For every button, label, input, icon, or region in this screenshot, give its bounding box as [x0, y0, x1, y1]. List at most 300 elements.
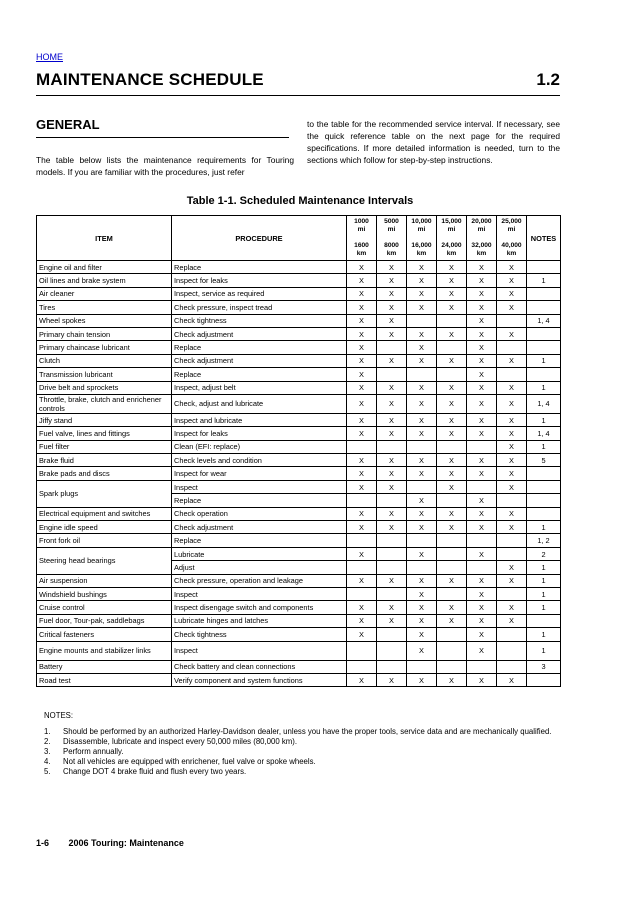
notes-cell — [527, 467, 561, 480]
table-row — [37, 673, 561, 686]
interval-mark-cell: X — [437, 354, 467, 367]
table-header-row — [37, 216, 561, 261]
note-text: Should be performed by an authorized Harley-Davidson dealer, unless you have the proper tools, service data and are mechanically qualified. — [63, 727, 552, 736]
interval-mark-cell: X — [347, 547, 377, 560]
item-cell: Engine idle speed — [37, 521, 172, 534]
interval-mark-cell: X — [437, 467, 467, 480]
procedure-cell: Lubricate — [172, 547, 347, 560]
interval-mark-cell: X — [497, 413, 527, 426]
procedure-cell: Inspect — [172, 587, 347, 600]
interval-mark-cell — [437, 341, 467, 354]
interval-mark-cell: X — [377, 287, 407, 300]
interval-mark-cell — [497, 587, 527, 600]
item-cell: Drive belt and sprockets — [37, 381, 172, 394]
interval-mark-cell: X — [467, 494, 497, 507]
interval-mark-cell: X — [497, 507, 527, 520]
item-cell: Primary chain tension — [37, 327, 172, 340]
procedure-cell: Check operation — [172, 507, 347, 520]
interval-mark-cell: X — [407, 628, 437, 641]
procedure-cell: Check adjustment — [172, 521, 347, 534]
interval-mark-cell — [437, 660, 467, 673]
interval-mark-cell: X — [437, 614, 467, 627]
interval-mark-cell: X — [377, 274, 407, 287]
interval-mark-cell — [407, 534, 437, 547]
interval-mark-cell — [377, 561, 407, 574]
interval-mark-cell: X — [467, 381, 497, 394]
interval-mark-cell: X — [377, 354, 407, 367]
notes-cell: 1 — [527, 413, 561, 426]
note-number: 3. — [44, 747, 51, 756]
item-cell: Air cleaner — [37, 287, 172, 300]
interval-mark-cell: X — [497, 601, 527, 614]
procedure-cell: Inspect, adjust belt — [172, 381, 347, 394]
item-cell: Cruise control — [37, 601, 172, 614]
notes-cell — [527, 287, 561, 300]
item-cell: Air suspension — [37, 574, 172, 587]
table-row — [37, 587, 561, 600]
interval-mark-cell: X — [347, 341, 377, 354]
interval-mark-cell: X — [467, 413, 497, 426]
interval-mark-cell — [377, 547, 407, 560]
interval-mark-cell: X — [347, 480, 377, 493]
section-title: MAINTENANCE SCHEDULE — [36, 70, 264, 89]
interval-mark-cell: X — [467, 368, 497, 381]
notes-cell: 1 — [527, 574, 561, 587]
interval-mark-cell — [377, 494, 407, 507]
item-cell: Fuel door, Tour-pak, saddlebags — [37, 614, 172, 627]
table-row — [37, 354, 561, 367]
item-cell: Clutch — [37, 354, 172, 367]
interval-mark-cell: X — [407, 327, 437, 340]
interval-mark-cell — [437, 587, 467, 600]
item-cell: Engine oil and filter — [37, 261, 172, 274]
table-row — [37, 301, 561, 314]
item-cell: Front fork oil — [37, 534, 172, 547]
interval-mark-cell: X — [467, 314, 497, 327]
note-text: Not all vehicles are equipped with enrichener, fuel valve or spoke wheels. — [63, 757, 316, 766]
notes-list — [44, 727, 560, 777]
table-row — [37, 521, 561, 534]
interval-mark-cell — [347, 660, 377, 673]
interval-mark-cell — [467, 534, 497, 547]
interval-mark-cell: X — [377, 413, 407, 426]
table-row — [37, 601, 561, 614]
interval-mark-cell: X — [407, 521, 437, 534]
interval-mark-cell: X — [467, 341, 497, 354]
interval-mark-cell: X — [347, 673, 377, 686]
interval-mark-cell — [407, 368, 437, 381]
interval-mark-cell — [377, 534, 407, 547]
table-row — [37, 427, 561, 440]
note-number: 4. — [44, 757, 51, 766]
procedure-cell: Inspect, service as required — [172, 287, 347, 300]
interval-mark-cell: X — [467, 521, 497, 534]
interval-mark-cell: X — [407, 274, 437, 287]
notes-cell: 1, 4 — [527, 427, 561, 440]
procedure-cell: Check tightness — [172, 628, 347, 641]
interval-mark-cell — [347, 494, 377, 507]
notes-label: NOTES: — [44, 711, 74, 720]
procedure-cell: Check, adjust and lubricate — [172, 394, 347, 413]
interval-mark-cell — [437, 641, 467, 660]
procedure-cell: Inspect for wear — [172, 467, 347, 480]
interval-mark-cell: X — [407, 614, 437, 627]
table-row — [37, 394, 561, 413]
note-number: 2. — [44, 737, 51, 746]
interval-mark-cell: X — [437, 521, 467, 534]
interval-mark-cell: X — [377, 673, 407, 686]
interval-mark-cell — [347, 534, 377, 547]
interval-mark-cell — [467, 440, 497, 453]
item-cell: Wheel spokes — [37, 314, 172, 327]
interval-mark-cell: X — [377, 601, 407, 614]
interval-mark-cell: X — [407, 394, 437, 413]
interval-mark-cell: X — [377, 394, 407, 413]
column-header-interval: 10,000 mi 16,000 km — [407, 216, 437, 261]
note-number: 1. — [44, 727, 51, 736]
interval-mark-cell: X — [347, 467, 377, 480]
page-footer — [36, 838, 184, 848]
notes-cell: 5 — [527, 454, 561, 467]
table-row — [37, 381, 561, 394]
item-cell: Throttle, brake, clutch and enrichener controls — [37, 394, 172, 413]
table-row — [37, 413, 561, 426]
general-heading: GENERAL — [36, 117, 100, 132]
interval-mark-cell: X — [497, 287, 527, 300]
interval-mark-cell: X — [377, 327, 407, 340]
item-cell: Windshield bushings — [37, 587, 172, 600]
table-row — [37, 368, 561, 381]
interval-mark-cell — [377, 641, 407, 660]
interval-mark-cell — [497, 314, 527, 327]
interval-mark-cell — [497, 641, 527, 660]
interval-mark-cell: X — [497, 521, 527, 534]
interval-mark-cell: X — [347, 413, 377, 426]
interval-mark-cell: X — [347, 314, 377, 327]
table-row — [37, 480, 561, 493]
interval-mark-cell — [437, 494, 467, 507]
interval-mark-cell: X — [467, 301, 497, 314]
procedure-cell: Verify component and system functions — [172, 673, 347, 686]
interval-mark-cell — [497, 547, 527, 560]
interval-mark-cell: X — [377, 454, 407, 467]
procedure-cell: Replace — [172, 368, 347, 381]
interval-mark-cell: X — [347, 427, 377, 440]
procedure-cell: Inspect disengage switch and components — [172, 601, 347, 614]
notes-cell: 1, 2 — [527, 534, 561, 547]
interval-mark-cell: X — [377, 261, 407, 274]
interval-mark-cell: X — [497, 261, 527, 274]
procedure-cell: Inspect for leaks — [172, 427, 347, 440]
procedure-cell: Lubricate hinges and latches — [172, 614, 347, 627]
intro-text-left: The table below lists the maintenance requirements for Touring models. If you are familiar with the procedures, just refer — [36, 155, 294, 177]
table-row — [37, 440, 561, 453]
interval-mark-cell: X — [407, 507, 437, 520]
notes-block — [44, 711, 560, 777]
interval-mark-cell — [437, 561, 467, 574]
table-row — [37, 454, 561, 467]
interval-mark-cell: X — [497, 274, 527, 287]
interval-mark-cell: X — [347, 521, 377, 534]
table-row — [37, 507, 561, 520]
interval-mark-cell: X — [407, 587, 437, 600]
table-row — [37, 628, 561, 641]
interval-mark-cell: X — [407, 287, 437, 300]
interval-mark-cell: X — [467, 507, 497, 520]
home-link[interactable]: HOME — [36, 52, 63, 62]
notes-cell — [527, 327, 561, 340]
notes-cell — [527, 261, 561, 274]
notes-cell — [527, 614, 561, 627]
note-item — [44, 747, 560, 757]
interval-mark-cell: X — [407, 381, 437, 394]
note-item — [44, 767, 560, 777]
intro-text-right: to the table for the recommended service interval. If necessary, see the quick reference table on the next page for the required specifications. If more detailed information is needed, turn to the sections which follow for step-by-step instructions. — [307, 119, 560, 165]
item-cell: Engine mounts and stabilizer links — [37, 641, 172, 660]
column-header-item: ITEM — [37, 216, 172, 261]
procedure-cell: Inspect for leaks — [172, 274, 347, 287]
note-number: 5. — [44, 767, 51, 776]
notes-cell — [527, 673, 561, 686]
interval-mark-cell: X — [437, 394, 467, 413]
interval-mark-cell: X — [467, 394, 497, 413]
interval-mark-cell: X — [437, 601, 467, 614]
general-divider — [36, 137, 289, 138]
interval-mark-cell: X — [347, 381, 377, 394]
interval-mark-cell: X — [437, 381, 467, 394]
procedure-cell: Inspect and lubricate — [172, 413, 347, 426]
item-cell: Electrical equipment and switches — [37, 507, 172, 520]
interval-mark-cell — [437, 368, 467, 381]
table-row — [37, 547, 561, 560]
interval-mark-cell: X — [497, 574, 527, 587]
interval-mark-cell: X — [467, 354, 497, 367]
note-text: Disassemble, lubricate and inspect every 50,000 miles (80,000 km). — [63, 737, 298, 746]
interval-mark-cell: X — [497, 614, 527, 627]
interval-mark-cell: X — [377, 427, 407, 440]
table-row — [37, 287, 561, 300]
interval-mark-cell: X — [467, 587, 497, 600]
item-cell: Tires — [37, 301, 172, 314]
interval-mark-cell: X — [437, 427, 467, 440]
notes-cell — [527, 301, 561, 314]
notes-cell: 1 — [527, 274, 561, 287]
interval-mark-cell: X — [347, 354, 377, 367]
notes-cell: 2 — [527, 547, 561, 560]
interval-mark-cell: X — [347, 287, 377, 300]
interval-mark-cell — [347, 561, 377, 574]
interval-mark-cell: X — [467, 614, 497, 627]
interval-mark-cell: X — [407, 354, 437, 367]
interval-mark-cell: X — [407, 673, 437, 686]
procedure-cell: Check tightness — [172, 314, 347, 327]
table-row — [37, 341, 561, 354]
interval-mark-cell: X — [347, 601, 377, 614]
interval-mark-cell: X — [497, 440, 527, 453]
interval-mark-cell — [497, 494, 527, 507]
interval-mark-cell: X — [497, 381, 527, 394]
notes-cell: 1, 4 — [527, 394, 561, 413]
column-header-interval: 1000 mi 1600 km — [347, 216, 377, 261]
notes-cell: 1 — [527, 601, 561, 614]
procedure-cell: Inspect — [172, 480, 347, 493]
interval-mark-cell: X — [347, 261, 377, 274]
interval-mark-cell: X — [407, 467, 437, 480]
item-cell: Primary chaincase lubricant — [37, 341, 172, 354]
item-cell: Fuel filter — [37, 440, 172, 453]
interval-mark-cell: X — [377, 381, 407, 394]
notes-cell: 1 — [527, 440, 561, 453]
procedure-cell: Check adjustment — [172, 327, 347, 340]
interval-mark-cell: X — [347, 368, 377, 381]
interval-mark-cell: X — [407, 454, 437, 467]
notes-cell — [527, 368, 561, 381]
interval-mark-cell: X — [347, 274, 377, 287]
column-header-interval: 20,000 mi 32,000 km — [467, 216, 497, 261]
interval-mark-cell: X — [407, 547, 437, 560]
interval-mark-cell: X — [497, 327, 527, 340]
interval-mark-cell: X — [437, 287, 467, 300]
interval-mark-cell — [437, 534, 467, 547]
interval-mark-cell: X — [437, 327, 467, 340]
notes-cell — [527, 507, 561, 520]
interval-mark-cell: X — [497, 561, 527, 574]
table-row — [37, 314, 561, 327]
interval-mark-cell: X — [377, 507, 407, 520]
interval-mark-cell — [407, 561, 437, 574]
interval-mark-cell — [407, 480, 437, 493]
interval-mark-cell: X — [437, 261, 467, 274]
section-number: 1.2 — [536, 70, 560, 89]
column-header-interval: 15,000 mi 24,000 km — [437, 216, 467, 261]
column-header-interval: 25,000 mi 40,000 km — [497, 216, 527, 261]
item-cell: Critical fasteners — [37, 628, 172, 641]
interval-mark-cell: X — [407, 341, 437, 354]
interval-mark-cell: X — [347, 301, 377, 314]
procedure-cell: Check pressure, inspect tread — [172, 301, 347, 314]
item-cell: Battery — [37, 660, 172, 673]
interval-mark-cell: X — [437, 574, 467, 587]
interval-mark-cell — [377, 628, 407, 641]
column-header-interval: 5000 mi 8000 km — [377, 216, 407, 261]
interval-mark-cell: X — [437, 274, 467, 287]
procedure-cell: Check adjustment — [172, 354, 347, 367]
interval-mark-cell: X — [467, 547, 497, 560]
interval-mark-cell — [497, 341, 527, 354]
interval-mark-cell — [437, 628, 467, 641]
interval-mark-cell: X — [467, 261, 497, 274]
interval-mark-cell: X — [407, 641, 437, 660]
interval-mark-cell: X — [377, 301, 407, 314]
table-row — [37, 574, 561, 587]
interval-mark-cell — [437, 314, 467, 327]
notes-cell: 1 — [527, 587, 561, 600]
note-text: Change DOT 4 brake fluid and flush every two years. — [63, 767, 247, 776]
table-row — [37, 614, 561, 627]
interval-mark-cell — [407, 314, 437, 327]
notes-cell: 1 — [527, 381, 561, 394]
procedure-cell: Inspect — [172, 641, 347, 660]
interval-mark-cell: X — [437, 480, 467, 493]
interval-mark-cell: X — [467, 574, 497, 587]
interval-mark-cell — [347, 641, 377, 660]
table-caption: Table 1-1. Scheduled Maintenance Intervals — [186, 195, 414, 207]
note-item — [44, 727, 560, 737]
notes-cell: 1 — [527, 521, 561, 534]
table-row — [37, 274, 561, 287]
notes-cell: 1 — [527, 561, 561, 574]
interval-mark-cell: X — [467, 673, 497, 686]
interval-mark-cell: X — [437, 507, 467, 520]
item-cell: Fuel valve, lines and fittings — [37, 427, 172, 440]
interval-mark-cell: X — [407, 261, 437, 274]
interval-mark-cell — [497, 628, 527, 641]
interval-mark-cell: X — [407, 494, 437, 507]
interval-mark-cell: X — [497, 354, 527, 367]
item-cell: Brake fluid — [37, 454, 172, 467]
interval-mark-cell: X — [497, 480, 527, 493]
procedure-cell: Replace — [172, 494, 347, 507]
item-cell: Steering head bearings — [37, 547, 172, 574]
interval-mark-cell: X — [347, 614, 377, 627]
interval-mark-cell: X — [437, 454, 467, 467]
table-row — [37, 261, 561, 274]
title-divider — [36, 95, 560, 96]
interval-mark-cell — [347, 587, 377, 600]
maintenance-schedule-table — [36, 215, 561, 687]
item-cell: Transmission lubricant — [37, 368, 172, 381]
table-row — [37, 467, 561, 480]
item-cell: Brake pads and discs — [37, 467, 172, 480]
interval-mark-cell: X — [467, 628, 497, 641]
interval-mark-cell: X — [407, 574, 437, 587]
notes-cell: 1 — [527, 641, 561, 660]
interval-mark-cell: X — [377, 467, 407, 480]
note-item — [44, 737, 560, 747]
interval-mark-cell: X — [467, 327, 497, 340]
interval-mark-cell — [377, 368, 407, 381]
interval-mark-cell — [347, 440, 377, 453]
interval-mark-cell: X — [377, 314, 407, 327]
interval-mark-cell: X — [467, 454, 497, 467]
procedure-cell: Check levels and condition — [172, 454, 347, 467]
table-row — [37, 327, 561, 340]
interval-mark-cell: X — [467, 287, 497, 300]
item-cell: Road test — [37, 673, 172, 686]
interval-mark-cell — [377, 341, 407, 354]
page-number: 1-6 — [36, 838, 50, 848]
procedure-cell: Check pressure, operation and leakage — [172, 574, 347, 587]
interval-mark-cell: X — [467, 641, 497, 660]
interval-mark-cell: X — [467, 467, 497, 480]
interval-mark-cell: X — [497, 454, 527, 467]
interval-mark-cell: X — [407, 301, 437, 314]
notes-cell: 1 — [527, 354, 561, 367]
interval-mark-cell — [467, 480, 497, 493]
interval-mark-cell: X — [377, 614, 407, 627]
notes-cell: 1, 4 — [527, 314, 561, 327]
interval-mark-cell — [497, 368, 527, 381]
item-cell: Jiffy stand — [37, 413, 172, 426]
interval-mark-cell: X — [347, 628, 377, 641]
interval-mark-cell — [437, 440, 467, 453]
notes-cell: 1 — [527, 628, 561, 641]
interval-mark-cell: X — [407, 601, 437, 614]
table-row — [37, 641, 561, 660]
procedure-cell: Clean (EFI: replace) — [172, 440, 347, 453]
notes-cell — [527, 480, 561, 493]
interval-mark-cell: X — [497, 394, 527, 413]
